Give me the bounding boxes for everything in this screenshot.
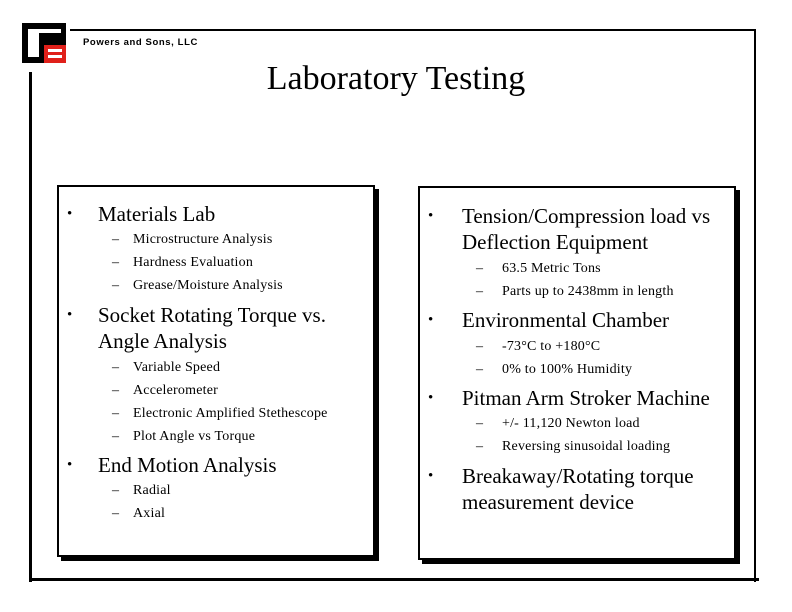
heading-materials-lab: Materials Lab (98, 202, 216, 226)
dash-icon: – (112, 278, 119, 293)
list-item: +/- 11,120 Newton load (502, 416, 640, 431)
heading-tension-compression: Tension/Compression load vs (462, 204, 711, 228)
list-item: Parts up to 2438mm in length (502, 284, 674, 299)
list-item: Axial (133, 506, 166, 521)
list-item: Reversing sinusoidal loading (502, 439, 671, 454)
bullet-icon: • (67, 457, 73, 473)
list-item: Plot Angle vs Torque (133, 429, 256, 444)
frame-right-line (754, 29, 756, 582)
heading-breakaway-torque-cont: measurement device (462, 490, 634, 514)
company-logo (22, 23, 66, 63)
dash-icon: – (112, 429, 119, 444)
dash-icon: – (112, 406, 119, 421)
frame-bottom-line (30, 578, 759, 581)
frame-left-line (29, 72, 32, 582)
dash-icon: – (476, 439, 483, 454)
list-item: 0% to 100% Humidity (502, 362, 633, 377)
bullet-icon: • (428, 208, 434, 224)
heading-environmental-chamber: Environmental Chamber (462, 308, 670, 332)
bullet-icon: • (428, 390, 434, 406)
bullet-icon: • (67, 307, 73, 323)
dash-icon: – (112, 360, 119, 375)
dash-icon: – (476, 362, 483, 377)
list-item: -73°C to +180°C (502, 339, 601, 354)
list-item: Variable Speed (133, 360, 221, 375)
heading-end-motion: End Motion Analysis (98, 453, 277, 477)
bullet-icon: • (67, 206, 73, 222)
bullet-icon: • (428, 312, 434, 328)
dash-icon: – (112, 483, 119, 498)
list-item: Grease/Moisture Analysis (133, 278, 283, 293)
company-name: Powers and Sons, LLC (83, 37, 198, 48)
list-item: Microstructure Analysis (133, 232, 273, 247)
list-item: Radial (133, 483, 171, 498)
heading-breakaway-torque: Breakaway/Rotating torque (462, 464, 694, 488)
dash-icon: – (112, 255, 119, 270)
heading-tension-compression-cont: Deflection Equipment (462, 230, 649, 254)
dash-icon: – (476, 339, 483, 354)
heading-socket-torque: Socket Rotating Torque vs. (98, 303, 326, 327)
bullet-icon: • (428, 468, 434, 484)
dash-icon: – (112, 232, 119, 247)
heading-socket-torque-cont: Angle Analysis (98, 329, 227, 353)
list-item: Electronic Amplified Stethescope (133, 406, 328, 421)
dash-icon: – (476, 416, 483, 431)
dash-icon: – (112, 506, 119, 521)
list-item: Hardness Evaluation (133, 255, 254, 270)
dash-icon: – (476, 284, 483, 299)
frame-top-line (70, 29, 756, 31)
list-item: Accelerometer (133, 383, 218, 398)
page-title: Laboratory Testing (266, 60, 526, 97)
dash-icon: – (476, 261, 483, 276)
heading-pitman-arm: Pitman Arm Stroker Machine (462, 386, 710, 410)
dash-icon: – (112, 383, 119, 398)
list-item: 63.5 Metric Tons (502, 261, 601, 276)
